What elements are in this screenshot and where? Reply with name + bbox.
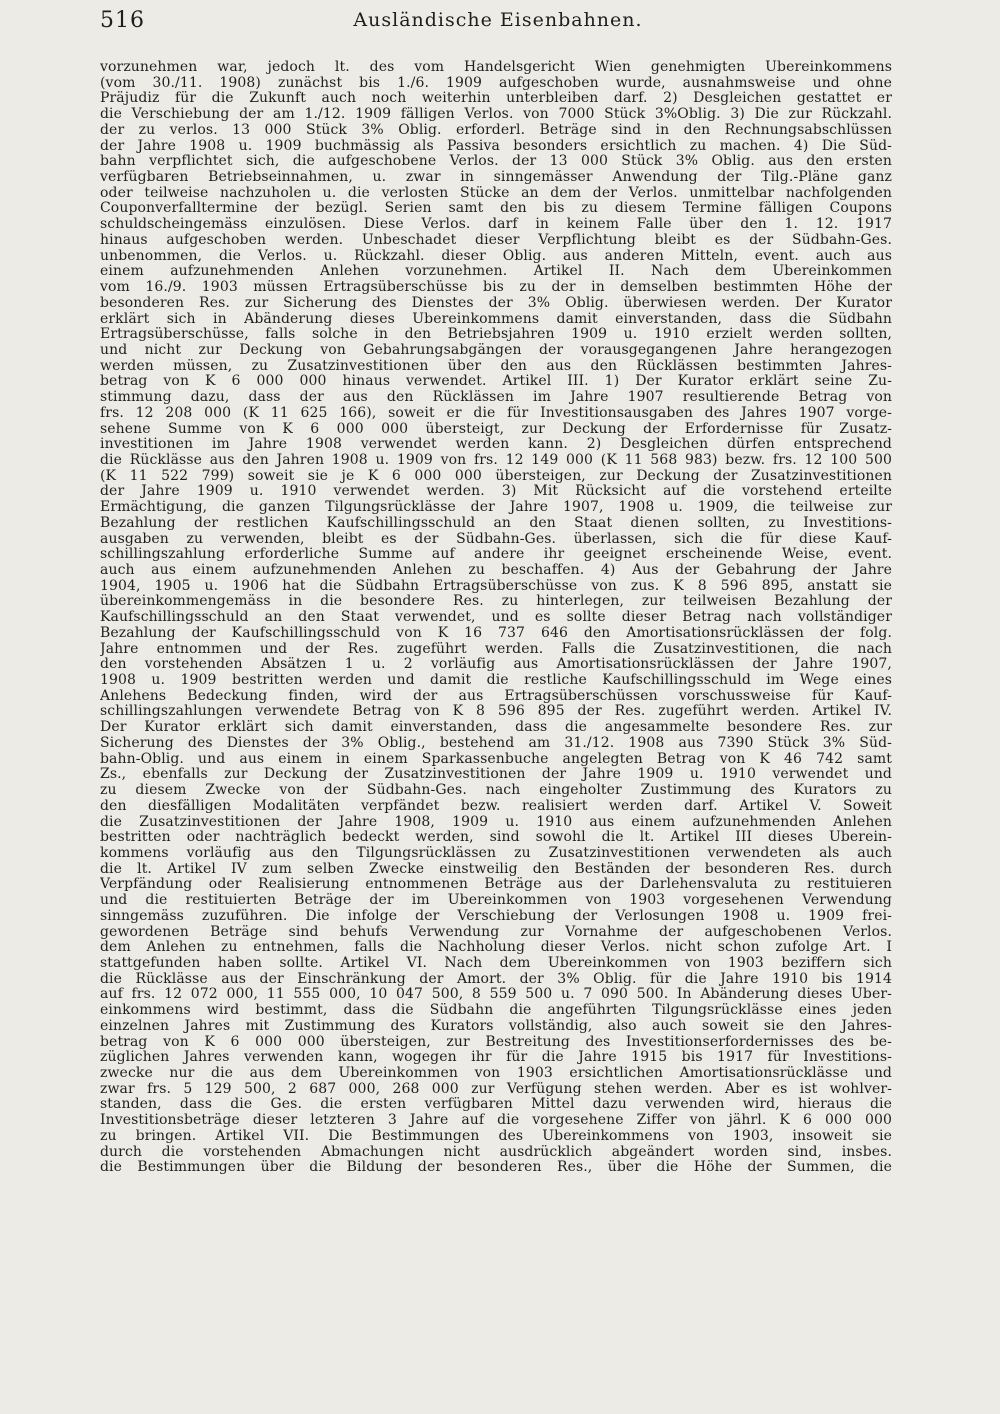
text-line: besonderen Res. zur Sicherung des Dienstes der 3% Oblig. überwiesen werden. Der Kurator <box>100 295 892 311</box>
page-number: 516 <box>100 8 145 33</box>
text-line: schillingszahlungen verwendete Betrag von K 8 596 895 der Res. zugeführt werden. Artikel IV. <box>100 704 892 720</box>
text-line: schillingszahlung erforderliche Summe auf andere ihr geeignet erscheinende Weise, event. <box>100 547 892 563</box>
text-line: zu diesem Zwecke von der Südbahn-Ges. nach eingeholter Zustimmung des Kurators zu <box>100 783 892 799</box>
text-line: Jahre entnommen und der Res. zugeführt werden. Falls die Zusatzinvestitionen, die nach <box>100 641 892 657</box>
text-line: die Rücklässe aus den Jahren 1908 u. 1909 von frs. 12 149 000 (K 11 568 983) bezw. frs. 12 100 500 <box>100 452 892 468</box>
text-line: einzelnen Jahres mit Zustimmung des Kurators vollständig, also auch soweit sie den Jahres- <box>100 1018 892 1034</box>
text-line: gewordenen Beträge sind behufs Verwendung zur Vornahme der aufgeschobenen Verlos. <box>100 924 892 940</box>
text-line: dem Anlehen zu entnehmen, falls die Nachholung dieser Verlos. nicht schon zufolge Art. I <box>100 940 892 956</box>
running-title: Ausländische Eisenbahnen. <box>353 9 643 31</box>
text-line: betrag von K 6 000 000 hinaus verwendet. Artikel III. 1) Der Kurator erklärt seine Zu- <box>100 374 892 390</box>
text-line: Sicherung des Dienstes der 3% Oblig., bestehend am 31./12. 1908 aus 7390 Stück 3% Süd- <box>100 735 892 751</box>
text-line: Bezahlung der Kaufschillingsschuld von K 16 737 646 den Amortisationsrücklässen der folg. <box>100 625 892 641</box>
text-line: einkommens wird bestimmt, dass die Südbahn die angeführten Tilgungsrücklässe eines jeden <box>100 1003 892 1019</box>
text-line: (vom 30./11. 1908) zunächst bis 1./6. 1909 aufgeschoben wurde, ausnahmsweise und ohne <box>100 75 892 91</box>
text-line: stimmung dazu, dass der aus den Rücklässen im Jahre 1907 resultierende Betrag von <box>100 390 892 406</box>
text-line: 1904, 1905 u. 1906 hat die Südbahn Ertragsüberschüsse von zus. K 8 596 895, anstatt sie <box>100 578 892 594</box>
text-line: unbenommen, die Verlos. u. Rückzahl. dieser Oblig. aus anderen Mitteln, event. auch aus <box>100 248 892 264</box>
text-line: durch die vorstehenden Abmachungen nicht ausdrücklich abgeändert worden sind, insbes. <box>100 1144 892 1160</box>
text-line: die lt. Artikel IV zum selben Zwecke einstweilig den Beständen der besonderen Res. durch <box>100 861 892 877</box>
text-line: übereinkommengemäss in die besondere Res. zu hinterlegen, zur teilweisen Bezahlung der <box>100 594 892 610</box>
text-line: die Rücklässe aus der Einschränkung der Amort. der 3% Oblig. für die Jahre 1910 bis 1914 <box>100 971 892 987</box>
text-line: bestritten oder nachträglich bedeckt werden, sind sowohl die lt. Artikel III dieses Überein- <box>100 830 892 846</box>
text-line: die Bestimmungen über die Bildung der besonderen Res., über die Höhe der Summen, die <box>100 1160 892 1176</box>
text-line: sinngemäss zuzuführen. Die infolge der Verschiebung der Verlosungen 1908 u. 1909 frei- <box>100 908 892 924</box>
text-line: vom 16./9. 1903 müssen Ertragsüberschüsse bis zu der in demselben bestimmten Höhe der <box>100 280 892 296</box>
text-line: den diesfälligen Modalitäten verpfändet bezw. realisiert werden darf. Artikel V. Soweit <box>100 798 892 814</box>
text-line: sehene Summe von K 6 000 000 übersteigt, zur Deckung der Erfordernisse für Zusatz- <box>100 421 892 437</box>
text-line: Der Kurator erklärt sich damit einverstanden, dass die angesammelte besondere Res. zur <box>100 720 892 736</box>
text-line: Zs., ebenfalls zur Deckung der Zusatzinvestitionen der Jahre 1909 u. 1910 verwendet und <box>100 767 892 783</box>
text-line: die Zusatzinvestitionen der Jahre 1908, 1909 u. 1910 aus einem aufzunehmenden Anlehen <box>100 814 892 830</box>
text-line: Investitionsbeträge dieser letzteren 3 Jahre auf die vorgesehene Ziffer von jährl. K 6 000 000 <box>100 1113 892 1129</box>
text-line: der Jahre 1909 u. 1910 verwendet werden. 3) Mit Rücksicht auf die vorstehend erteilte <box>100 484 892 500</box>
text-line: standen, dass die Ges. die ersten verfügbaren Mittel dazu verwenden wird, hieraus die <box>100 1097 892 1113</box>
text-line: stattgefunden haben sollte. Artikel VI. Nach dem Übereinkommen von 1903 beziffern sich <box>100 955 892 971</box>
text-line: Bezahlung der restlichen Kaufschillingsschuld an den Staat dienen sollten, zu Investitions- <box>100 515 892 531</box>
text-line: die Verschiebung der am 1./12. 1909 fälligen Verlos. von 7000 Stück 3%Oblig. 3) Die zur Rückzahl. <box>100 107 892 123</box>
text-line: bahn-Oblig. und aus einem in einem Sparkassenbuche angelegten Betrag von K 46 742 samt <box>100 751 892 767</box>
text-line: vorzunehmen war, jedoch lt. des vom Handelsgericht Wien genehmigten Übereinkommens <box>100 60 892 75</box>
text-line: Verpfändung oder Realisierung entnommenen Beträge aus der Darlehensvaluta zu restituieren <box>100 877 892 893</box>
text-line: zu bringen. Artikel VII. Die Bestimmungen des Übereinkommens von 1903, insoweit sie <box>100 1128 892 1144</box>
text-line: zwar frs. 5 129 500, 2 687 000, 268 000 zur Verfügung stehen werden. Aber es ist wohlver- <box>100 1081 892 1097</box>
text-line: Ermächtigung, die ganzen Tilgungsrücklässe der Jahre 1907, 1908 u. 1909, die teilweise zur <box>100 500 892 516</box>
text-line: verfügbaren Betriebseinnahmen, u. zwar in sinngemässer Anwendung der Tilg.-Pläne ganz <box>100 170 892 186</box>
text-line: 1908 u. 1909 bestritten werden und damit die restliche Kaufschillingsschuld im Wege eines <box>100 673 892 689</box>
text-line: werden müssen, zu Zusatzinvestitionen über den aus den Rücklässen bestimmten Jahres- <box>100 358 892 374</box>
body-text <box>100 60 892 1176</box>
text-line: züglichen Jahres verwenden kann, wogegen ihr für die Jahre 1915 bis 1917 für Investitions- <box>100 1050 892 1066</box>
text-line: hinaus aufgeschoben werden. Unbeschadet dieser Verpflichtung bleibt es der Südbahn-Ges. <box>100 232 892 248</box>
text-line: erklärt sich in Abänderung dieses Übereinkommens damit einverstanden, dass die Südbahn <box>100 311 892 327</box>
text-line: oder teilweise nachzuholen u. die verlosten Stücke an dem der Verlos. unmittelbar nachfolgenden <box>100 185 892 201</box>
text-line: Anlehens Bedeckung finden, wird der aus Ertragsüberschüssen vorschussweise für Kauf- <box>100 688 892 704</box>
text-line: und die restituierten Beträge der im Übereinkommen von 1903 vorgesehenen Verwendung <box>100 893 892 909</box>
text-line: bahn verpflichtet sich, die aufgeschobene Verlos. der 13 000 Stück 3% Oblig. aus den ersten <box>100 154 892 170</box>
text-line: der zu verlos. 13 000 Stück 3% Oblig. erforderl. Beträge sind in den Rechnungsabschlüssen <box>100 122 892 138</box>
text-line: und nicht zur Deckung von Gebahrungsabgängen der vorausgegangenen Jahre herangezogen <box>100 342 892 358</box>
text-line: den vorstehenden Absätzen 1 u. 2 vorläufig aus Amortisationsrücklässen der Jahre 1907, <box>100 657 892 673</box>
text-line: kommens vorläufig aus den Tilgungsrücklässen zu Zusatzinvestitionen verwendeten als auch <box>100 845 892 861</box>
text-line: schuldscheingemäss einzulösen. Diese Verlos. darf in keinem Falle über den 1. 12. 1917 <box>100 217 892 233</box>
text-line: ausgaben zu verwenden, bleibt es der Südbahn-Ges. überlassen, sich die für diese Kauf- <box>100 531 892 547</box>
text-line: frs. 12 208 000 (K 11 625 166), soweit er die für Investitionsausgaben des Jahres 1907 vorge- <box>100 405 892 421</box>
page-header <box>100 8 896 36</box>
text-line: auf frs. 12 072 000, 11 555 000, 10 047 500, 8 559 500 u. 7 090 500. In Abänderung dieses Über- <box>100 987 892 1003</box>
text-line: investitionen im Jahre 1908 verwendet werden kann. 2) Desgleichen dürfen entsprechend <box>100 437 892 453</box>
text-line: (K 11 522 799) soweit sie je K 6 000 000 übersteigen, zur Deckung der Zusatzinvestitionen <box>100 468 892 484</box>
text-line: zwecke nur die aus dem Übereinkommen von 1903 ersichtlichen Amortisationsrücklässe und <box>100 1066 892 1081</box>
text-line: Präjudiz für die Zukunft auch noch weiterhin unterbleiben darf. 2) Desgleichen gestattet er <box>100 91 892 107</box>
text-line: Ertragsüberschüsse, falls solche in den Betriebsjahren 1909 u. 1910 erzielt werden sollten, <box>100 327 892 343</box>
text-line: betrag von K 6 000 000 übersteigen, zur Bestreitung des Investitionserfordernisses des be- <box>100 1034 892 1050</box>
text-line: einem aufzunehmenden Anlehen vorzunehmen. Artikel II. Nach dem Übereinkommen <box>100 264 892 280</box>
text-line: der Jahre 1908 u. 1909 buchmässig als Passiva besonders ersichtlich zu machen. 4) Die Süd- <box>100 138 892 154</box>
text-line: Kaufschillingsschuld an den Staat verwendet, und es sollte dieser Betrag nach vollständiger <box>100 610 892 626</box>
text-line: auch aus einem aufzunehmenden Anlehen zu beschaffen. 4) Aus der Gebahrung der Jahre <box>100 563 892 578</box>
text-line: Couponverfalltermine der bezügl. Serien samt den bis zu diesem Termine fälligen Coupons <box>100 201 892 217</box>
